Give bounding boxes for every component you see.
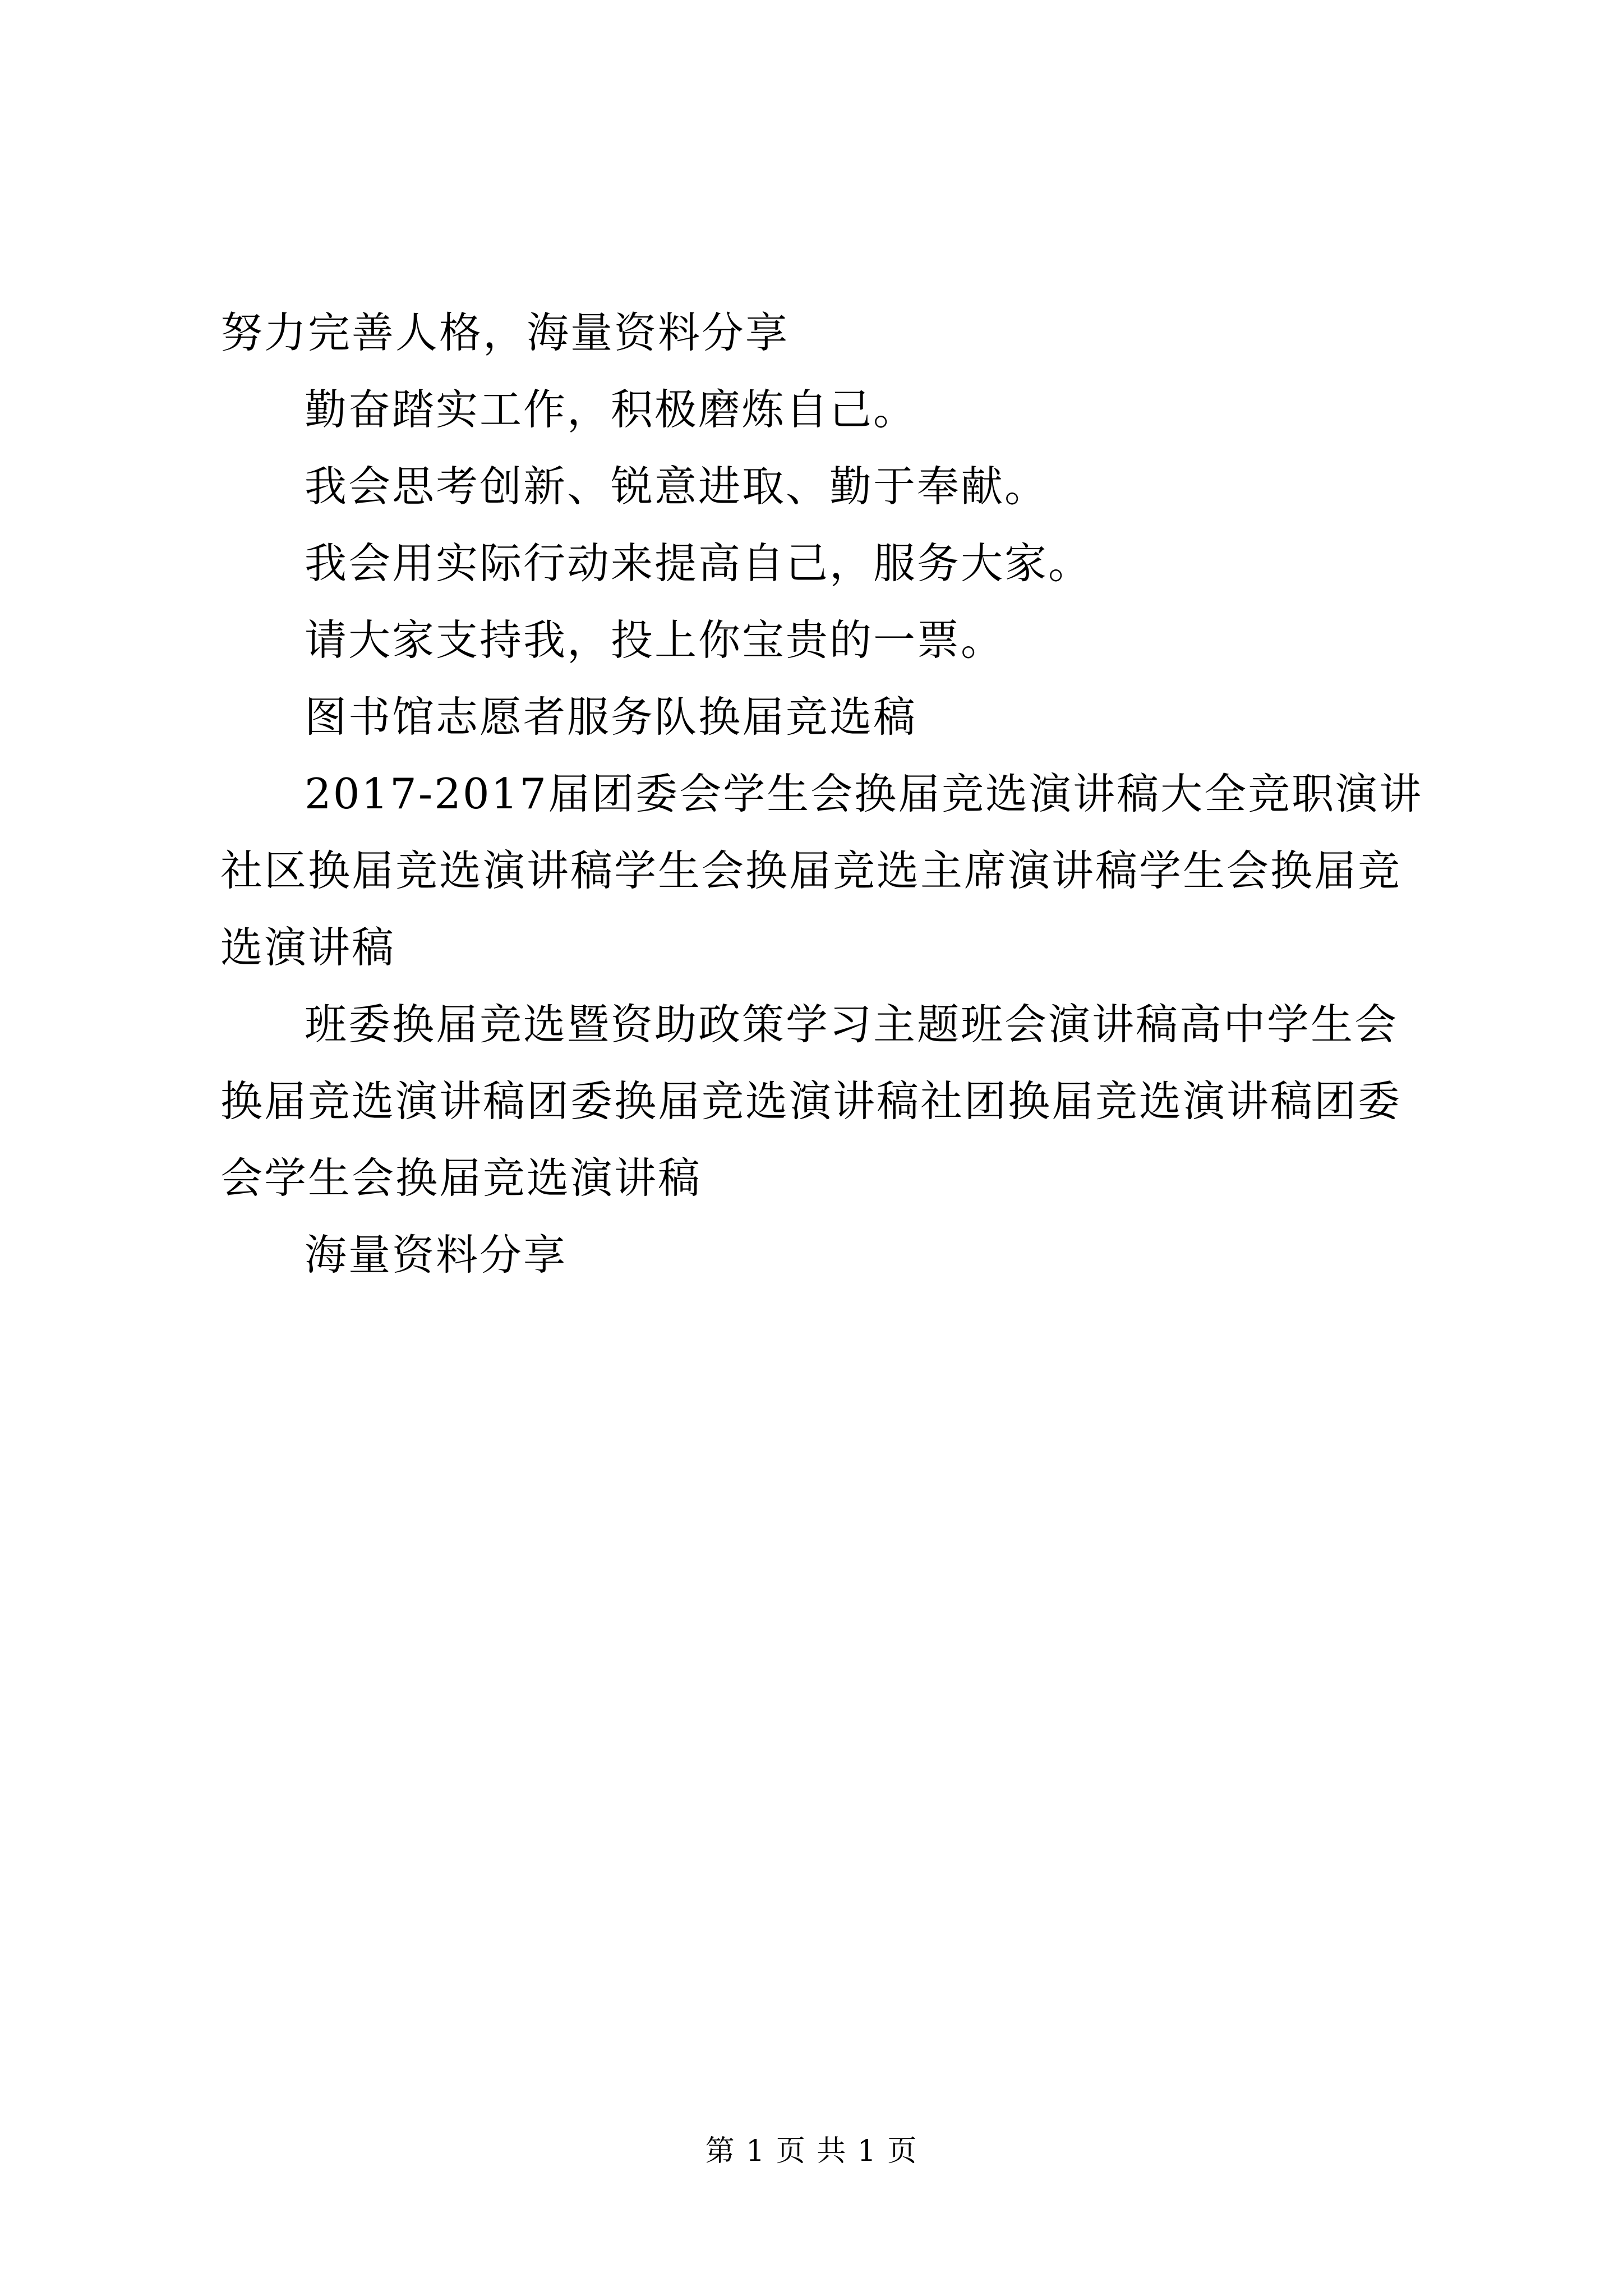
paragraph: 图书馆志愿者服务队换届竞选稿 [305, 692, 917, 742]
paragraph: 我会思考创新、锐意进取、勤于奉献。 [305, 462, 1049, 511]
paragraph: 班委换届竞选暨资助政策学习主题班会演讲稿高中学生会换届竞选演讲稿团委换届竞选演讲稿社团换届竞选演讲稿团委会学生会换届竞选演讲稿 [220, 1000, 1402, 1203]
paragraph: 海量资料分享 [305, 1230, 568, 1280]
paragraph: 努力完善人格，海量资料分享 [220, 308, 790, 357]
document-body [220, 295, 1432, 1294]
paragraph: 我会用实际行动来提高自己，服务大家。 [305, 539, 1092, 588]
paragraph: 请大家支持我，投上你宝贵的一票。 [305, 615, 1005, 665]
paragraph: 勤奋踏实工作，积极磨炼自己。 [305, 385, 917, 434]
paragraph: 2017-2017届团委会学生会换届竞选演讲稿大全竞职演讲社区换届竞选演讲稿学生会换届竞选主席演讲稿学生会换届竞选演讲稿 [220, 769, 1423, 972]
page-number-footer: 第 1 页 共 1 页 [705, 2134, 918, 2168]
